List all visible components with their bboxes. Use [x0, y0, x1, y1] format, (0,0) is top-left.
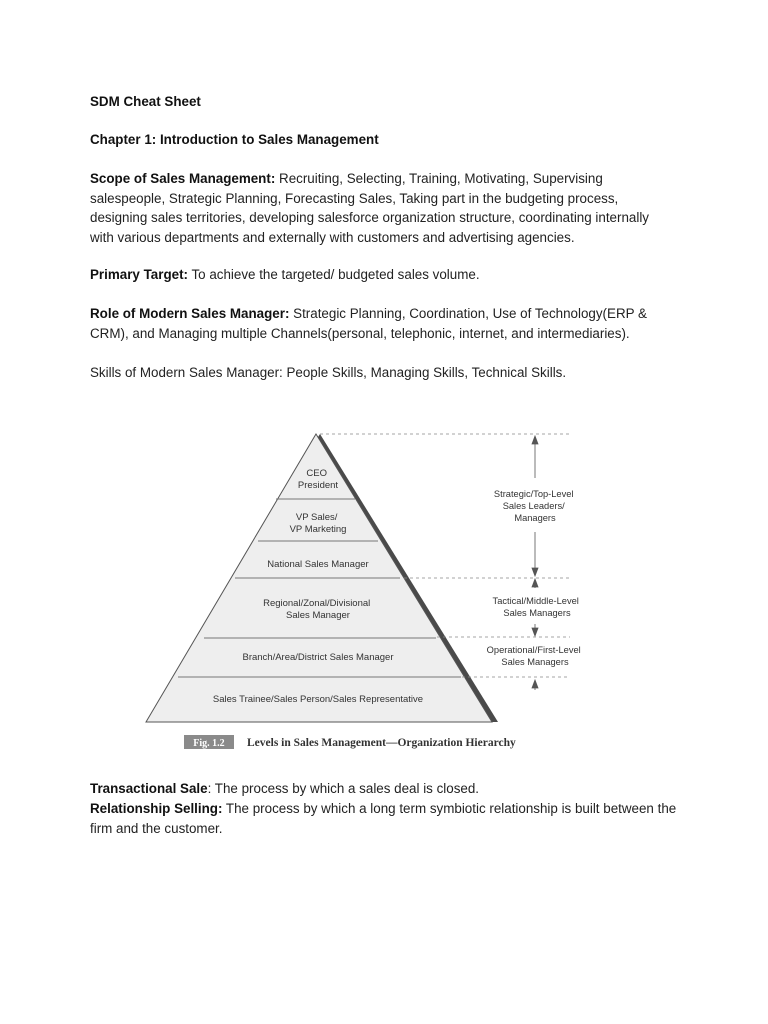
document-title: SDM Cheat Sheet	[90, 94, 201, 109]
relationship-text: The process by which a long term symbiotic relationship is built between the firm and the customer.	[90, 801, 677, 836]
figure-caption: Levels in Sales Management—Organization Hierarchy	[247, 737, 516, 749]
figure-label: Fig. 1.2	[193, 738, 225, 749]
scope-paragraph	[90, 169, 675, 247]
role-text: Strategic Planning, Coordination, Use of Technology(ERP & CRM), and Managing multiple Channels(personal, telephonic, internet, and intermediaries).	[90, 306, 647, 341]
level-sales-person: Sales Trainee/Sales Person/Sales Representative	[212, 694, 424, 705]
relationship-label: Relationship Selling:	[90, 801, 223, 816]
chapter-heading: Chapter 1: Introduction to Sales Management	[90, 132, 379, 147]
transactional-paragraph	[90, 779, 690, 799]
scope-label: Scope of Sales Management:	[90, 171, 276, 186]
transactional-text: : The process by which a sales deal is closed.	[207, 781, 480, 796]
level-vp: VP Sales/ VP Marketing	[289, 512, 347, 535]
primary-target-paragraph	[90, 265, 690, 285]
primary-target-label: Primary Target:	[90, 267, 188, 282]
band-strategic: Strategic/Top-Level Sales Leaders/ Managers	[493, 489, 574, 523]
transactional-label: Transactional Sale	[90, 781, 208, 796]
scope-text: Recruiting, Selecting, Training, Motivating, Supervising salespeople, Strategic Planning, Forecasting Sales, Taking part in the budgeting process, designing sales territories, developing salesforce organization structure, coordinating internally with various departments and externally with customers and advertising agencies.	[90, 171, 649, 245]
level-national: National Sales Manager	[267, 559, 369, 570]
band-operational: Operational/First-Level Sales Managers	[486, 645, 581, 667]
primary-target-text: To achieve the targeted/ budgeted sales volume.	[187, 267, 480, 282]
role-label: Role of Modern Sales Manager:	[90, 306, 290, 321]
role-paragraph	[90, 304, 680, 343]
level-regional: Regional/Zonal/Divisional Sales Manager	[263, 598, 371, 621]
skills-paragraph: Skills of Modern Sales Manager: People Skills, Managing Skills, Technical Skills.	[90, 365, 567, 380]
hierarchy-figure	[0, 415, 768, 760]
level-ceo: CEO President	[297, 468, 339, 491]
level-branch: Branch/Area/District Sales Manager	[242, 652, 394, 663]
relationship-paragraph	[90, 799, 680, 838]
band-tactical: Tactical/Middle-Level Sales Managers	[492, 596, 579, 618]
